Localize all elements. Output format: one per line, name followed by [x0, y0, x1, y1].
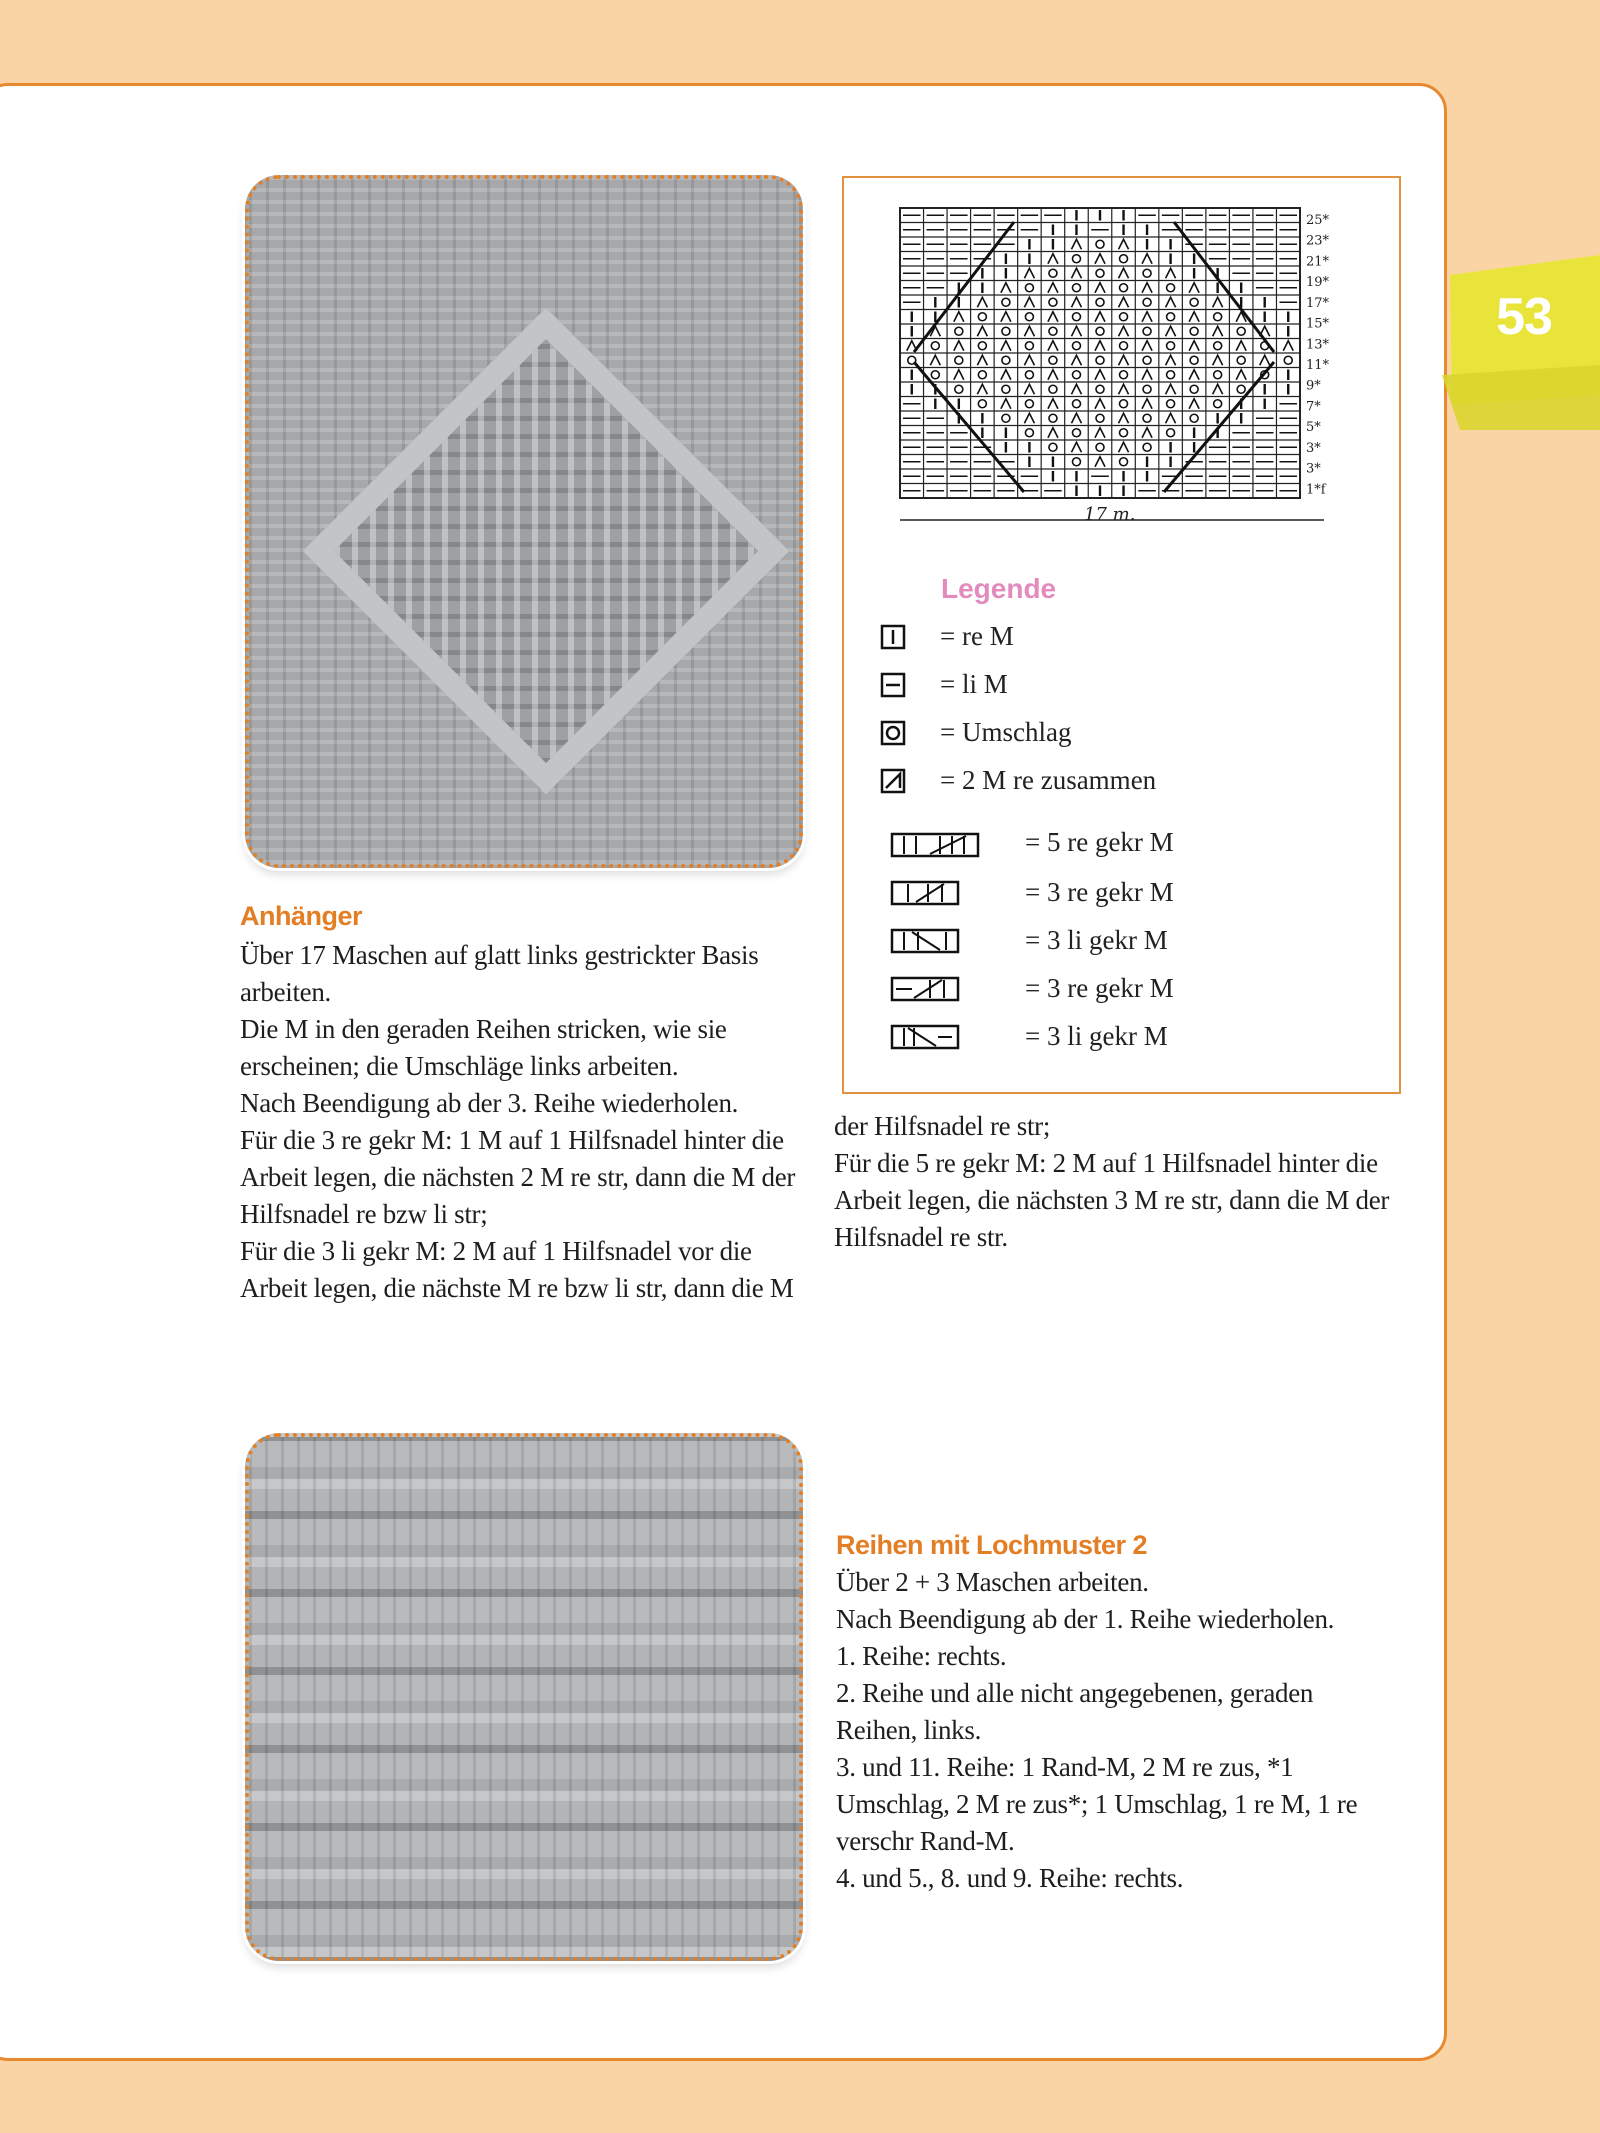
body-line: Nach Beendigung ab der 3. Reihe wiederholen.	[240, 1088, 739, 1118]
chart-yarn-over-mark	[1143, 414, 1151, 422]
chart-yarn-over-mark	[1120, 429, 1128, 437]
chart-yarn-over-mark	[1049, 443, 1057, 451]
chart-decrease-mark	[1024, 268, 1034, 278]
body-line: Über 17 Maschen auf glatt links gestrickter Basis	[240, 940, 759, 970]
chart-decrease-mark	[1048, 428, 1058, 438]
chart-decrease-mark	[1071, 326, 1081, 336]
body-line-continuation: Hilfsnadel re str.	[834, 1222, 1008, 1252]
k2tog-symbol	[880, 768, 906, 794]
chart-decrease-mark	[1048, 370, 1058, 380]
chart-yarn-over-mark	[1072, 371, 1080, 379]
chart-decrease-mark	[1095, 254, 1105, 264]
chart-decrease-mark	[1142, 254, 1152, 264]
chart-yarn-over-mark	[1025, 284, 1033, 292]
chart-row-label: 21*	[1306, 254, 1330, 270]
body-line: Arbeit legen, die nächsten 2 M re str, dann die M der	[240, 1162, 796, 1192]
chart-decrease-mark	[1119, 268, 1129, 278]
chart-yarn-over-mark	[1072, 284, 1080, 292]
legend-item-1: = re M	[940, 621, 1014, 651]
chart-yarn-over-mark	[1190, 385, 1198, 393]
page-number: 53	[1496, 288, 1552, 346]
chart-decrease-mark	[1166, 268, 1176, 278]
chart-decrease-mark	[1048, 254, 1058, 264]
body-line: Hilfsnadel re bzw li str;	[240, 1199, 488, 1229]
chart-decrease-mark	[1024, 413, 1034, 423]
chart-yarn-over-mark	[1072, 313, 1080, 321]
chart-row-label: 3*	[1306, 461, 1321, 477]
chart-decrease-mark	[1119, 442, 1129, 452]
chart-yarn-over-mark	[1002, 385, 1010, 393]
chart-decrease-mark	[1095, 312, 1105, 322]
knit-stitch-symbol	[880, 624, 906, 650]
chart-yarn-over-mark	[1096, 327, 1104, 335]
chart-decrease-mark	[977, 326, 987, 336]
chart-yarn-over-mark	[1214, 313, 1222, 321]
chart-yarn-over-mark	[1143, 356, 1151, 364]
cable-diamond-motif	[303, 308, 789, 794]
chart-yarn-over-mark	[1120, 313, 1128, 321]
body-line-continuation: Arbeit legen, die nächsten 3 M re str, dann die M der	[834, 1185, 1390, 1215]
chart-decrease-mark	[1024, 384, 1034, 394]
body-line: Reihen, links.	[836, 1715, 982, 1745]
chart-decrease-mark	[1189, 370, 1199, 380]
chart-yarn-over-mark	[1120, 342, 1128, 350]
body-line: 1. Reihe: rechts.	[836, 1641, 1007, 1671]
chart-decrease-mark	[1166, 384, 1176, 394]
body-line: Für die 3 re gekr M: 1 M auf 1 Hilfsnadel hinter die	[240, 1125, 784, 1155]
chart-decrease-mark	[1095, 283, 1105, 293]
chart-decrease-mark	[1024, 355, 1034, 365]
chart-yarn-over-mark	[1143, 443, 1151, 451]
chart-decrease-mark	[977, 355, 987, 365]
legend-item-7: = 3 li gekr M	[1025, 925, 1168, 955]
chart-yarn-over-mark	[1237, 356, 1245, 364]
chart-decrease-mark	[1213, 297, 1223, 307]
chart-decrease-mark	[1283, 341, 1293, 351]
chart-yarn-over-mark	[1096, 414, 1104, 422]
body-line-continuation: der Hilfsnadel re str;	[834, 1111, 1051, 1141]
chart-yarn-over-mark	[1167, 313, 1175, 321]
chart-yarn-over-mark	[1214, 371, 1222, 379]
chart-row-label: 1*f	[1306, 482, 1326, 498]
chart-yarn-over-mark	[978, 313, 986, 321]
chart-yarn-over-mark	[1072, 429, 1080, 437]
chart-yarn-over-mark	[978, 371, 986, 379]
chart-decrease-mark	[1213, 355, 1223, 365]
body-line: verschr Rand-M.	[836, 1826, 1015, 1856]
body-line: Über 2 + 3 Maschen arbeiten.	[836, 1567, 1149, 1597]
chart-yarn-over-mark	[1002, 356, 1010, 364]
chart-yarn-over-mark	[978, 400, 986, 408]
chart-yarn-over-mark	[1143, 298, 1151, 306]
chart-yarn-over-mark	[1002, 327, 1010, 335]
chart-decrease-mark	[1142, 428, 1152, 438]
chart-decrease-mark	[954, 370, 964, 380]
chart-yarn-over-mark	[978, 342, 986, 350]
chart-yarn-over-mark	[1120, 255, 1128, 263]
chart-row-label: 11*	[1306, 358, 1330, 373]
chart-decrease-mark	[1001, 312, 1011, 322]
chart-yarn-over-mark	[1120, 284, 1128, 292]
chart-yarn-over-mark	[1025, 342, 1033, 350]
chart-decrease-mark	[1048, 312, 1058, 322]
chart-row-label: 3*	[1306, 440, 1321, 456]
chart-decrease-mark	[930, 355, 940, 365]
chart-yarn-over-mark	[931, 371, 939, 379]
chart-decrease-mark	[1189, 341, 1199, 351]
chart-yarn-over-mark	[1025, 429, 1033, 437]
chart-row-label: 9*	[1306, 378, 1321, 394]
section-title-anhaenger: Anhänger	[240, 901, 363, 931]
chart-yarn-over-mark	[1025, 313, 1033, 321]
chart-decrease-mark	[1048, 341, 1058, 351]
body-line: 2. Reihe und alle nicht angegebenen, geraden	[836, 1678, 1314, 1708]
chart-row-label: 23*	[1306, 233, 1330, 249]
cable-3-right-purl-symbol	[890, 976, 960, 1002]
body-line: 3. und 11. Reihe: 1 Rand-M, 2 M re zus, *1	[836, 1752, 1294, 1782]
chart-decrease-mark	[1142, 312, 1152, 322]
chart-decrease-mark	[1071, 355, 1081, 365]
body-line: Die M in den geraden Reihen stricken, wie sie	[240, 1014, 727, 1044]
chart-decrease-mark	[1189, 312, 1199, 322]
chart-decrease-mark	[1213, 384, 1223, 394]
chart-decrease-mark	[1095, 399, 1105, 409]
chart-decrease-mark	[1071, 239, 1081, 249]
cable-3-right-symbol	[890, 880, 960, 906]
chart-yarn-over-mark	[1120, 458, 1128, 466]
chart-decrease-mark	[1095, 428, 1105, 438]
chart-decrease-mark	[1048, 283, 1058, 293]
chart-decrease-mark	[1119, 239, 1129, 249]
chart-decrease-mark	[977, 384, 987, 394]
cable-3-left-purl-symbol	[890, 928, 960, 954]
legend-item-3: = Umschlag	[940, 717, 1072, 747]
chart-yarn-over-mark	[1214, 342, 1222, 350]
knitting-chart	[894, 202, 1354, 542]
chart-width-label: 17 m.	[1084, 504, 1136, 525]
yarn-over-symbol	[880, 720, 906, 746]
chart-yarn-over-mark	[1072, 458, 1080, 466]
chart-yarn-over-mark	[931, 342, 939, 350]
swatch-photo-anhaenger	[245, 175, 803, 868]
chart-decrease-mark	[1119, 413, 1129, 423]
chart-decrease-mark	[1236, 341, 1246, 351]
chart-yarn-over-mark	[1096, 269, 1104, 277]
cable-5-right-symbol	[890, 832, 980, 858]
chart-yarn-over-mark	[1025, 400, 1033, 408]
chart-yarn-over-mark	[1049, 327, 1057, 335]
chart-yarn-over-mark	[1072, 342, 1080, 350]
legend-item-9: = 3 li gekr M	[1025, 1021, 1168, 1051]
chart-yarn-over-mark	[955, 327, 963, 335]
chart-decrease-mark	[1001, 283, 1011, 293]
chart-decrease-mark	[1119, 297, 1129, 307]
chart-decrease-mark	[1024, 326, 1034, 336]
chart-decrease-mark	[1213, 326, 1223, 336]
chart-decrease-mark	[977, 297, 987, 307]
chart-yarn-over-mark	[1049, 385, 1057, 393]
chart-row-label: 13*	[1306, 337, 1330, 353]
chart-yarn-over-mark	[1237, 385, 1245, 393]
chart-decrease-mark	[1071, 268, 1081, 278]
legend-item-5: = 5 re gekr M	[1025, 827, 1174, 857]
chart-yarn-over-mark	[1096, 240, 1104, 248]
chart-decrease-mark	[1189, 399, 1199, 409]
body-line: Arbeit legen, die nächste M re bzw li str, dann die M	[240, 1273, 794, 1303]
legend-title: Legende	[941, 573, 1057, 604]
chart-yarn-over-mark	[1002, 414, 1010, 422]
chart-yarn-over-mark	[1096, 356, 1104, 364]
legend-item-6: = 3 re gekr M	[1025, 877, 1174, 907]
chart-decrease-mark	[1071, 413, 1081, 423]
chart-decrease-mark	[1166, 326, 1176, 336]
body-line: Für die 3 li gekr M: 2 M auf 1 Hilfsnadel vor die	[240, 1236, 752, 1266]
body-line: erscheinen; die Umschläge links arbeiten.	[240, 1051, 679, 1081]
chart-decrease-mark	[1166, 413, 1176, 423]
chart-decrease-mark	[1260, 355, 1270, 365]
chart-decrease-mark	[1189, 283, 1199, 293]
chart-yarn-over-mark	[1167, 371, 1175, 379]
chart-row-label: 5*	[1306, 420, 1321, 436]
chart-yarn-over-mark	[1167, 429, 1175, 437]
chart-row-label: 17*	[1306, 295, 1330, 311]
chart-decrease-mark	[1095, 341, 1105, 351]
chart-yarn-over-mark	[1049, 269, 1057, 277]
legend-item-2: = li M	[940, 669, 1008, 699]
chart-decrease-mark	[1142, 399, 1152, 409]
chart-yarn-over-mark	[1120, 400, 1128, 408]
body-line: Umschlag, 2 M re zus*; 1 Umschlag, 1 re M, 1 re	[836, 1789, 1358, 1819]
chart-yarn-over-mark	[1072, 255, 1080, 263]
chart-row-label: 25*	[1306, 213, 1330, 228]
chart-yarn-over-mark	[1167, 342, 1175, 350]
purl-stitch-symbol	[880, 672, 906, 698]
chart-yarn-over-mark	[1237, 327, 1245, 335]
chart-decrease-mark	[954, 341, 964, 351]
chart-yarn-over-mark	[1190, 356, 1198, 364]
legend-item-8: = 3 re gekr M	[1025, 973, 1174, 1003]
chart-yarn-over-mark	[1167, 284, 1175, 292]
chart-yarn-over-mark	[1025, 371, 1033, 379]
chart-yarn-over-mark	[1214, 400, 1222, 408]
chart-yarn-over-mark	[1143, 385, 1151, 393]
chart-yarn-over-mark	[1049, 298, 1057, 306]
chart-decrease-mark	[1236, 370, 1246, 380]
legend-item-4: = 2 M re zusammen	[940, 765, 1157, 795]
chart-yarn-over-mark	[1284, 356, 1292, 364]
chart-decrease-mark	[1001, 341, 1011, 351]
chart-row-label: 19*	[1306, 275, 1330, 291]
chart-row-label: 15*	[1306, 316, 1330, 332]
chart-decrease-mark	[1166, 355, 1176, 365]
chart-decrease-mark	[1071, 297, 1081, 307]
chart-decrease-mark	[1001, 370, 1011, 380]
chart-row-label: 7*	[1306, 399, 1321, 415]
chart-yarn-over-mark	[1143, 269, 1151, 277]
chart-yarn-over-mark	[1190, 414, 1198, 422]
cable-3-left-symbol	[890, 1024, 960, 1050]
body-line-continuation: Für die 5 re gekr M: 2 M auf 1 Hilfsnadel hinter die	[834, 1148, 1378, 1178]
chart-decrease-mark	[1142, 370, 1152, 380]
chart-yarn-over-mark	[1190, 298, 1198, 306]
chart-legend-box	[842, 176, 1401, 1094]
chart-decrease-mark	[1001, 399, 1011, 409]
chart-decrease-mark	[954, 312, 964, 322]
chart-decrease-mark	[1119, 326, 1129, 336]
chart-decrease-mark	[1071, 384, 1081, 394]
chart-yarn-over-mark	[1072, 400, 1080, 408]
chart-decrease-mark	[1142, 283, 1152, 293]
chart-decrease-mark	[1166, 297, 1176, 307]
section-title-lochmuster: Reihen mit Lochmuster 2	[836, 1530, 1148, 1560]
chart-decrease-mark	[1095, 457, 1105, 467]
body-line: arbeiten.	[240, 977, 331, 1007]
chart-yarn-over-mark	[1190, 327, 1198, 335]
swatch-photo-lochmuster	[245, 1433, 803, 1961]
chart-yarn-over-mark	[1049, 356, 1057, 364]
chart-decrease-mark	[1119, 355, 1129, 365]
chart-yarn-over-mark	[955, 385, 963, 393]
chart-yarn-over-mark	[1143, 327, 1151, 335]
chart-decrease-mark	[1071, 442, 1081, 452]
body-line: 4. und 5., 8. und 9. Reihe: rechts.	[836, 1863, 1184, 1893]
chart-yarn-over-mark	[1096, 385, 1104, 393]
chart-decrease-mark	[1024, 297, 1034, 307]
chart-yarn-over-mark	[1002, 298, 1010, 306]
chart-yarn-over-mark	[1167, 400, 1175, 408]
chart-yarn-over-mark	[1049, 414, 1057, 422]
chart-decrease-mark	[1095, 370, 1105, 380]
body-line: Nach Beendigung ab der 1. Reihe wiederholen.	[836, 1604, 1335, 1634]
chart-decrease-mark	[1119, 384, 1129, 394]
chart-decrease-mark	[1142, 341, 1152, 351]
chart-decrease-mark	[1048, 399, 1058, 409]
chart-yarn-over-mark	[1120, 371, 1128, 379]
chart-yarn-over-mark	[1096, 443, 1104, 451]
chart-yarn-over-mark	[1096, 298, 1104, 306]
chart-yarn-over-mark	[955, 356, 963, 364]
